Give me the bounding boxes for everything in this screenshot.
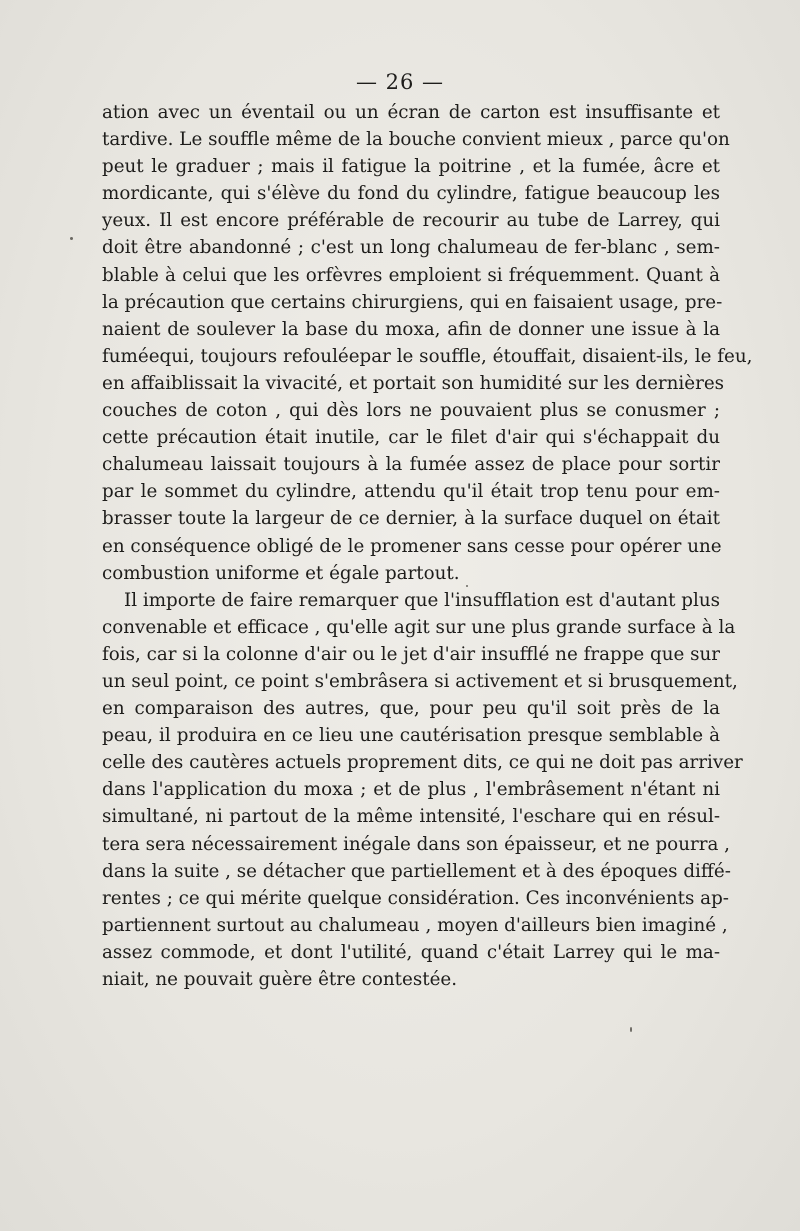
text-line: fuméequi, toujours refouléepar le souffle, étouffait, disaient-ils, le feu, bbox=[102, 345, 753, 367]
text-line: chalumeau laissait toujours à la fumée assez de place pour sortir bbox=[102, 454, 720, 476]
paper-speck bbox=[466, 585, 468, 587]
text-line: en conséquence obligé de le promener sans cesse pour opérer une bbox=[102, 535, 722, 557]
page-number: — 26 — bbox=[355, 70, 445, 94]
text-line: convenable et efficace , qu'elle agit sur une plus grande surface à la bbox=[102, 616, 736, 638]
text-line: peut le graduer ; mais il fatigue la poitrine , et la fumée, âcre et bbox=[102, 156, 720, 178]
text-line: en comparaison des autres, que, pour peu qu'il soit près de la bbox=[102, 698, 720, 720]
text-line: cette précaution était inutile, car le filet d'air qui s'échappait du bbox=[102, 427, 720, 449]
text-line: blable à celui que les orfèvres emploient si fréquemment. Quant à bbox=[102, 264, 720, 286]
text-line: combustion uniforme et égale partout. bbox=[102, 562, 460, 584]
text-line: naient de soulever la base du moxa, afin de donner une issue à la bbox=[102, 318, 720, 340]
text-line: partiennent surtout au chalumeau , moyen d'ailleurs bien imaginé , bbox=[102, 914, 728, 936]
text-line: mordicante, qui s'élève du fond du cylindre, fatigue beaucoup les bbox=[102, 183, 720, 205]
text-line: tardive. Le souffle même de la bouche convient mieux , parce qu'on bbox=[102, 129, 730, 151]
text-line: ation avec un éventail ou un écran de carton est insuffisante et bbox=[102, 102, 720, 123]
text-line: dans la suite , se détacher que partiellement et à des époques diffé- bbox=[102, 860, 731, 882]
text-line: brasser toute la largeur de ce dernier, à la surface duquel on était bbox=[102, 508, 720, 530]
text-line: Il importe de faire remarquer que l'insufflation est d'autant plus bbox=[124, 589, 720, 611]
text-line: couches de coton , qui dès lors ne pouvaient plus se conusmer ; bbox=[102, 400, 720, 422]
paper-speck bbox=[70, 237, 73, 240]
paper-speck bbox=[630, 1027, 632, 1032]
text-line: un seul point, ce point s'embrâsera si activement et si brusquement, bbox=[102, 670, 738, 692]
text-line: simultané, ni partout de la même intensité, l'eschare qui en résul- bbox=[102, 806, 720, 828]
text-line: la précaution que certains chirurgiens, qui en faisaient usage, pre- bbox=[102, 291, 723, 313]
text-line: en affaiblissait la vivacité, et portait son humidité sur les dernières bbox=[102, 372, 725, 394]
text-line: fois, car si la colonne d'air ou le jet d'air insufflé ne frappe que sur bbox=[102, 643, 721, 665]
text-line: assez commode, et dont l'utilité, quand c'était Larrey qui le ma- bbox=[102, 941, 720, 963]
text-line: peau, il produira en ce lieu une cautérisation presque semblable à bbox=[102, 725, 720, 747]
text-line: celle des cautères actuels proprement dits, ce qui ne doit pas arriver bbox=[102, 752, 743, 774]
text-line: tera sera nécessairement inégale dans son épaisseur, et ne pourra , bbox=[102, 833, 730, 855]
paragraph bbox=[102, 99, 753, 587]
body-text bbox=[102, 99, 753, 993]
text-line: par le sommet du cylindre, attendu qu'il était trop tenu pour em- bbox=[102, 481, 720, 503]
text-line: rentes ; ce qui mérite quelque considération. Ces inconvénients ap- bbox=[102, 887, 729, 909]
text-line: niait, ne pouvait guère être contestée. bbox=[102, 969, 458, 990]
text-line: doit être abandonné ; c'est un long chalumeau de fer-blanc , sem- bbox=[102, 237, 720, 259]
text-line: dans l'application du moxa ; et de plus , l'embrâsement n'étant ni bbox=[102, 779, 720, 801]
paragraph bbox=[102, 587, 743, 993]
text-line: yeux. Il est encore préférable de recourir au tube de Larrey, qui bbox=[102, 210, 720, 232]
